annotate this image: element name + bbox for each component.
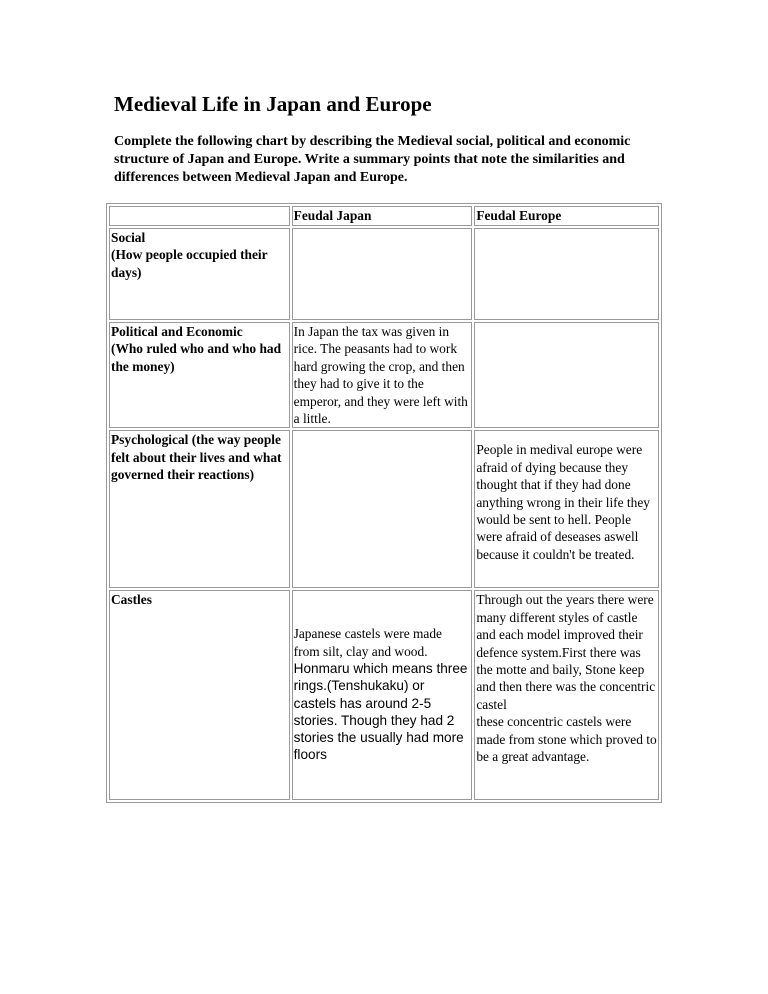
header-cell-europe: Feudal Europe xyxy=(474,206,659,226)
table-row-political-economic xyxy=(109,322,659,428)
header-cell-japan: Feudal Japan xyxy=(292,206,473,226)
header-cell-category xyxy=(109,206,290,226)
row-heading-psychological: Psychological (the way people felt about their lives and what governed their reactions) xyxy=(109,430,290,588)
cell-japan-psychological xyxy=(292,430,473,588)
row-heading-political-economic: Political and Economic (Who ruled who and who had the money) xyxy=(109,322,290,428)
table-row-social xyxy=(109,228,659,320)
table-row-psychological xyxy=(109,430,659,588)
cell-europe-social xyxy=(474,228,659,320)
table-row-castles xyxy=(109,590,659,800)
page-title: Medieval Life in Japan and Europe xyxy=(114,92,432,116)
row-heading-castles: Castles xyxy=(109,590,290,800)
cell-europe-psychological: People in medival europe were afraid of dying because they thought that if they had done anything wrong in their life they would be sent to hell. People were afraid of deseases aswell because it couldn't be treated. xyxy=(474,430,659,588)
row-heading-social: Social (How people occupied their days) xyxy=(109,228,290,320)
comparison-table xyxy=(106,203,662,803)
japan-castles-sans-text: Honmaru which means three rings.(Tenshukaku) or castels has around 2-5 stories. Though they had 2 stories the usually had more floors xyxy=(293,661,468,763)
cell-europe-castles: Through out the years there were many different styles of castle and each model improved their defence system.First there was the motte and baily, Stone keep and then there was the concentric castel these concentric castels were made from stone which proved to be a great advantage. xyxy=(474,590,659,800)
table-header-row xyxy=(109,206,659,226)
cell-japan-social xyxy=(292,228,473,320)
cell-japan-political-economic: In Japan the tax was given in rice. The peasants had to work hard growing the crop, and then they had to give it to the emperor, and they were left with a little. xyxy=(292,322,473,428)
cell-japan-castles xyxy=(292,590,473,800)
instructions-paragraph: Complete the following chart by describing the Medieval social, political and economic structure of Japan and Europe. Write a summary points that note the similarities and differences between Medieval Japan and Europe. xyxy=(114,134,631,185)
japan-castles-serif-text: Japanese castels were made from silt, clay and wood. xyxy=(293,626,442,659)
cell-europe-political-economic xyxy=(474,322,659,428)
